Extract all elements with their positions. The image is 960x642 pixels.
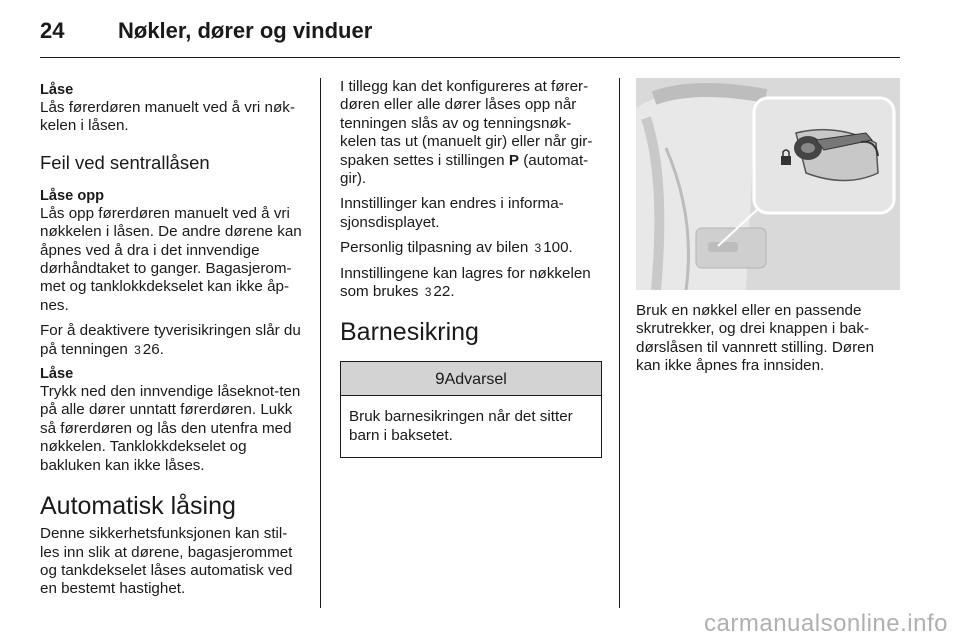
header-divider <box>40 57 900 58</box>
subheading-lase: Låse <box>40 366 74 383</box>
page-number: 24 <box>40 18 65 43</box>
page-reference[interactable]: 100. <box>543 239 573 257</box>
column-3 <box>636 78 900 383</box>
heading-feil-sentrallasen: Feil ved sentrallåsen <box>40 151 210 173</box>
paragraph: For å deaktivere tyverisikringen slår du på tenningen 3 26. <box>40 322 301 358</box>
door-lock-illustration-icon <box>636 78 900 290</box>
subheading-lase-opp: Låse opp <box>40 187 105 204</box>
warning-title: Advarsel <box>444 371 507 389</box>
page-reference-icon[interactable]: 3 <box>134 342 141 357</box>
page-header <box>40 18 900 58</box>
warning-header <box>341 362 601 396</box>
paragraph: Lås opp førerdøren manuelt ved å vri nøkkelen i låsen. De andre dørene kan åpnes ved å dra i det innvendige dørhåndtaket to ganger. Bagasjerom-met og tanklokkdekselet kan ikke åp-nes. <box>40 204 302 314</box>
watermark: carmanualsonline.info <box>704 610 948 637</box>
column-2 <box>340 78 602 458</box>
paragraph: Personlig tilpasning av bilen 3 100. <box>340 239 573 257</box>
warning-box <box>340 361 602 458</box>
paragraph: Denne sikkerhetsfunksjonen kan stil-les inn slik at dørene, bagasjerommet og tankdekselet låses automatisk ved en bestemt hastighet. <box>40 525 293 598</box>
page-reference-icon[interactable]: 3 <box>424 285 432 300</box>
subheading-lase: Låse <box>40 82 74 98</box>
paragraph: Bruk en nøkkel eller en passende skrutrekker, og drei knappen i bak-dørslåsen til vannrett stilling. Døren kan ikke åpnes fra innsiden. <box>636 302 875 375</box>
column-divider-2 <box>619 78 620 608</box>
page-reference[interactable]: 22. <box>433 283 455 301</box>
column-1 <box>40 78 306 606</box>
paragraph: Lås førerdøren manuelt ved å vri nøk-kelen i låsen. <box>40 99 295 135</box>
paragraph: Innstillinger kan endres i informa-sjonsdisplayet. <box>340 195 564 231</box>
child-lock-illustration <box>636 78 900 290</box>
page-reference[interactable]: 26. <box>142 340 164 358</box>
warning-text: Bruk barnesikringen når det sitter barn i baksetet. <box>349 408 573 444</box>
paragraph: Trykk ned den innvendige låseknot-ten på alle dører unntatt førerdøren. Lukk så førerdøren og lås den utenfra med nøkkelen. Tanklokkdekselet og bakluken kan ikke låses. <box>40 383 301 474</box>
column-divider-1 <box>320 78 321 608</box>
warning-icon: 9 <box>435 369 445 389</box>
heading-barnesikring: Barnesikring <box>340 318 479 347</box>
paragraph: I tillegg kan det konfigureres at fører-døren eller alle dører låses opp når tenningen slås av og tenningsnøk-kelen tas ut (manuelt gir) eller når gir-spaken settes i stillingen P (automat-gir). <box>340 78 593 188</box>
page-title: Nøkler, dører og vinduer <box>118 18 373 43</box>
page-reference-icon[interactable]: 3 <box>534 241 542 256</box>
paragraph: Innstillingene kan lagres for nøkkelen som brukes 3 22. <box>340 264 591 301</box>
heading-automatisk-lasing: Automatisk låsing <box>40 492 236 521</box>
